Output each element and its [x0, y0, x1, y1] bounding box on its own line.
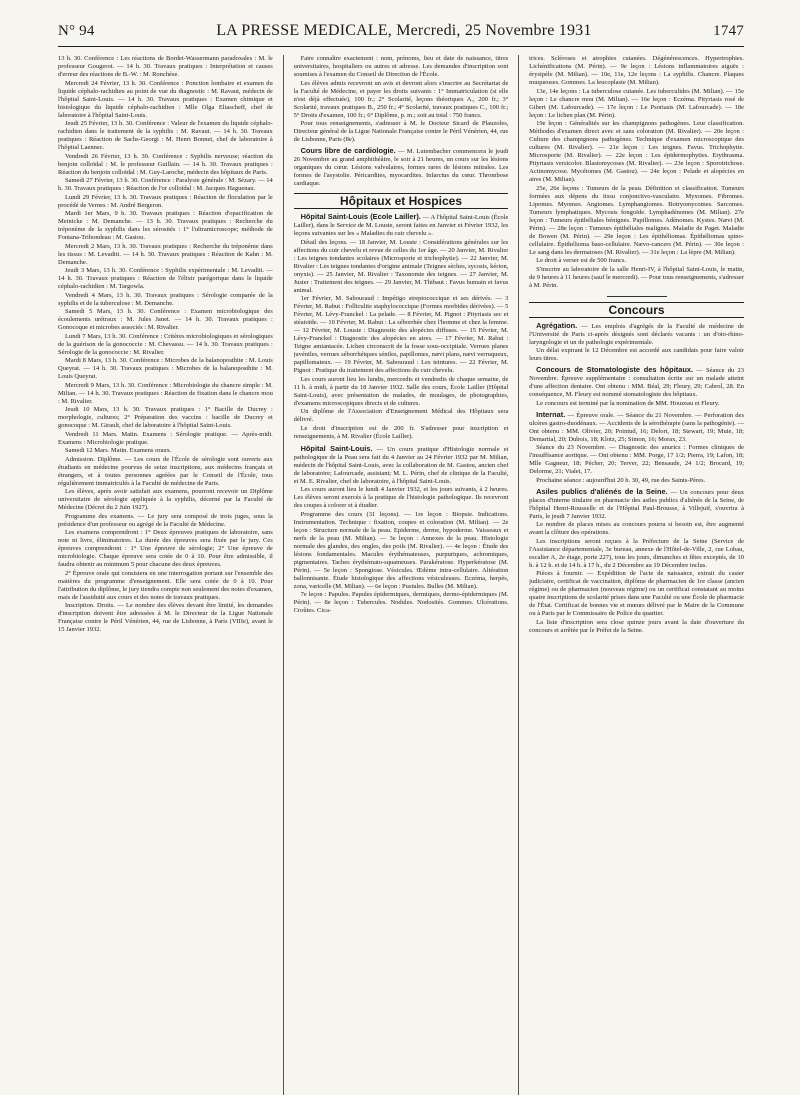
column-1 [58, 55, 273, 1095]
paragraph: Admission. Diplôme. — Les cours de l'École de sérologie sont ouverts aux étudiants en médecine pourvus de seize inscriptions, aux médecins français et étrangers, et à toutes personnes agréées par le Conseil de l'École, tous régulièrement immatriculés à la Faculté de médecine de Paris. [58, 455, 273, 487]
paragraph: Les élèves admis recevront un avis et devront alors s'inscrire au Secrétariat de la Faculté de Médecine, et payer les droits suivants : 1° Immatriculation (si elle n'est déjà effectuée), 100 fr.; 2° Scolarité, leçons théoriques A., 200 fr.; 3° Scolarité, travaux pratiques B., 250 fr.; 4° Scolarité, travaux pratiques C., 100 fr.; 5° Droits d'examen, 100 fr.; 6° Diplôme, p. m.; soit au total : 750 francs. [293, 79, 509, 119]
paragraph: Le droit à verser est de 500 francs. [536, 257, 627, 264]
paragraph: Les élèves, après avoir satisfait aux examens, pourront recevoir un Diplôme universitaire de sérologie appliquée à la syphilis, décerné par la Faculté de Médecine (Décret du 2 Juin 1927). [58, 488, 273, 511]
section-hopitaux-title: Hôpitaux et Hospices [294, 193, 509, 209]
separator [607, 296, 667, 297]
paragraph: Vendredi 4 Mars, 13 h. 30. Travaux pratiques : Sérologie comparée de la syphilis et de la tuberculose : M. Demanche. [58, 291, 273, 307]
column-3 [529, 55, 744, 1095]
paragraph: Samedi 27 Février, 13 h. 30. Conférence : Paralysie générale : M. Sézary. — 14 h. 30. Travaux pratiques : Réaction de l'or colloïdal : M. Jacques Haguenau. [58, 177, 273, 192]
saint-louis-notice [294, 445, 509, 486]
paragraph: La liste d'inscription sera close quinze jours avant la date d'ouverture du concours et arrêtée par le Préfet de la Seine. [529, 618, 744, 634]
internat-notice [529, 411, 744, 444]
page-number: 1747 [713, 23, 744, 39]
agregation-title: Agrégation. [536, 320, 578, 330]
paragraph: Mercredi 2 Mars, 13 h. 30. Travaux pratiques : Recherche du tréponème dans les tissus : M. Levaditi. — 14 h. 30. Travaux pratiques : Réaction de Kahn : M. Demanche. [58, 242, 273, 266]
saint-louis-title: Hôpital Saint-Louis. [300, 443, 373, 453]
paragraph: Le concours est terminé par la nomination de MM. Houzeau et Fleury. [536, 399, 720, 407]
paragraph: 7e leçon : Papules. Papules épidermiques, dermiques, dermo-épidermiques (M. Périn). — 8e leçon : Tubercules. Nodules. Nodosités. Gommes. Ulcérations. Croûtes. Cica- [293, 591, 509, 614]
asiles-title: Asiles publics d'aliénés de la Seine. [536, 486, 668, 496]
paragraph: Programme des cours (31 leçons). — 1re leçon : Biopsie. Indications. Instrumentation. Technique : fixation, coupes et coloration (M. Milian). — 2e leçon : Structure normale de la peau. Epiderme, derme, hypoderme. Vaisseaux et nerfs de la peau (M. Milian). — 3e leçon : Annexes de la peau. Histologie normale des glandes, des ongles, des poils (M. Rivalier). — 4e leçon : Étude des lésions fondamentales. Macules érythémateuses, purpuriques, achromiques, pigmentaires. Taches érythémato-squameuses. Parakératose. Hyperkératose (M. Périn). — 5e leçon : Spongiose. Vésicules. Œdème intra-cellulaire. Altération ballonnisante. Étude histologique des affections vésiculeuses. Eczéma, herpès, zona, varicelle (M. Milian). — 6e leçon : Pustules. Bulles (M. Milian). [293, 510, 509, 590]
paragraph: — A l'hôpital Saint-Louis (École Lailler), dans le Service de M. Louste, seront faites en Janvier et Février 1932, les leçons suivantes sur les « Maladies du cuir chevelu ». [293, 214, 509, 237]
page-header [58, 22, 744, 47]
paragraph: Pour tous renseignements, s'adresser à M. le Docteur Sicard de Plauzoles, Directeur général de la Ligue Nationale Française contre le Péril Vénérien, 44, rue de Lisbonne, Paris (8e). [293, 120, 509, 143]
cardiology-text: — M. Lutembacher commencera le jeudi 26 Novembre au grand amphithéâtre, le soir à 21 heures, un cours sur les lésions organiques du cœur. Lésions valvulaires, formes rares de lésions mitrales. Les formes de l'asystolie. Péricardites, myocardites. Infarctus du cœur. Thrombose cardiaque. [293, 148, 509, 187]
paragraph: Le nombre de places mises au concours pourra si besoin est, être augmenté avant la clôture des opérations. [529, 521, 744, 536]
paragraph: 19e leçon : Généralités sur les champignons pathogènes. Leur classification. Méthodes d'examen direct avec et sans coloration (M. Rivalier). — 20e leçon : Culture des champignons pathogènes. Technique d'examen microscopique des cultures (M. Rivalier). — 21e leçon : Les teignes. Favus. Trichophytie. Microsporie (M. Rivalier). — 22e leçon : Les épidermophyties. Erythrasma. Pityriasis versicolor. Blastomycoses (M. Rivalier). — 23e leçon : Sporotrichose. Actinomycose. Mycétomes (M. Gastou). — 24e leçon : Pelade et alopécies en aires (M. Milian). [529, 120, 744, 183]
paragraph: Pièces à fournir. — Expédition de l'acte de naissance, extrait du casier judiciaire, certificat de vaccination, diplôme de pharmacien de 1re classe (ancien régime) ou de pharmacien (nouveau régime) ou un certificat constatant au moins quatre inscriptions de scolarité prises dans une Faculté ou une École de pharmacie de l'État. Certificat de bonnes vie et mœurs délivré par le Maire de la Commune ou à Paris par le Commissaire de Police du quartier. [529, 570, 744, 617]
paragraph: — Les emplois d'agrégés de la Faculté de médecine de l'Université de Paris ci-après désignés sont déclarés vacants : un d'oto-rhino-laryngologie et un de pathologie expérimentale. [529, 322, 744, 346]
column-divider [283, 55, 284, 1095]
paragraph: 13e, 14e leçons : La tuberculose cutanée. Les tuberculides (M. Milian). — 15e leçon : Le chancre mou (M. Milian). — 16e leçon : Eczéma. Pityriasis rosé de Gibert (M. Lafourcade). — 17e leçon : Le Psoriasis (M. Lafourcade). — 18e leçon : Le lichen plan (M. Périn). [529, 87, 744, 119]
paragraph: Jeudi 25 Février, 13 h. 30. Conférence : Valeur de l'examen du liquide céphalo-rachidien dans le traitement de la syphilis : M. Ravaut. — 14 h. 30. Travaux pratiques : Réaction de Sachs-Georgi : M. Henri Bonnet, chef de laboratoire à l'hôpital Laennec. [58, 120, 273, 151]
paragraph: Jeudi 3 Mars, 13 h. 30. Conférence : Syphilis expérimentale : M. Levaditi. — 14 h. 30. Travaux pratiques : Réaction de l'élixir parégorique dans le liquide céphalo-rachidien : M. Targowla. [58, 267, 273, 290]
paragraph: 1er Février, M. Sabouraud : Impétigo streptococcique et ses dérivés. — 3 Février, M. Rabut : Folliculite staphylococcique (Formes morbides dérivées). — 5 Février, M. Lévy-Franckel : La pelade. — 8 Février, M. Pignot : Pityriasis sec et stéatoïde. — 10 Février, M. Rabut : La séborrhée chez l'homme et chez la femme. — 12 Février, M. Louste : Diagnostic des alopécies diffuses. — 15 Février, M. Lévy-Franckel : Diagnostic des alopécies en aires. — 17 Février, M. Rabut : Teigne amiantacée. Lichen circonscrit de la fosse sous-occipitale. Verrues planes juvéniles, verrues séborrhéiques séniles, papillomes, nævi plans, nævi verruqueux, papillomateux. — 19 Février, M. Sabouraud : Les teintures. — 22 Février, M. Pignot : Pratique du traitement des affections du cuir chevelu. [293, 295, 509, 374]
paragraph: Lundi 29 Février, 13 h. 30. Travaux pratiques : Réaction de floculation par le procédé de Vernes : M. André Bergeron. [58, 193, 273, 209]
paragraph: Programme des examens. — Le jury sera composé de trois juges, sous la présidence d'un professeur ou agrégé de la Faculté de Médecine. [58, 512, 273, 528]
paragraph: Le droit d'inscription est de 200 fr. S'adresser pour inscription et renseignements, à M. Rivalier (École Lailler). [293, 424, 509, 440]
paragraph: — Un cours pratique d'Histologie normale et pathologique de la Peau sera fait du 4 Janvier au 24 Février 1932 par M. Milian, médecin de l'hôpital Saint-Louis, avec la collaboration de M. Gastou, ancien chef de laboratoire; Lafourcade, assistant; M. L. Périn, chef de clinique de la Faculté, et M. E. Rivalier, chef de laboratoire, à l'hôpital Saint-Louis. [293, 445, 509, 485]
paragraph: Séance du 23 Novembre. — Diagnostic des anurics : Formes cliniques de l'insuffisance aortique. — Ont obtenu : MM. Porge, 17 1/2; Pierra, 19; Lafon, 18; Mlle Gagneur, 18; Pécher, 20; Terver, 22; Bensaude, 24 1/2; Brocard, 19; Delorme, 21; Vialet, 17. [529, 444, 744, 475]
paragraph: Mercredi 9 Mars, 13 h. 30. Conférence : Microbiologie du chancre simple : M. Milian. — 14 h. 30. Travaux pratiques : Réaction de fixation dans le chancre mou : M. Rivalier. [58, 381, 273, 405]
agregation-notice [529, 322, 744, 347]
paragraph: Un délai expirant le 12 Décembre est accordé aux candidats pour faire valoir leurs titres. [529, 347, 744, 362]
paragraph: Un diplôme de l'Association d'Enseignement Médical des Hôpitaux sera délivré. [293, 408, 509, 423]
paragraph: Lundi 7 Mars, 13 h. 30. Conférence : Critères microbiologiques et sérologiques de la guérison de la gonococcie : M. Chevassu. — 14 h. 30. Travaux pratiques : Sérologie de la gonococcie : M. Rivalier. [58, 332, 273, 356]
paragraph: Mardi 8 Mars, 13 h. 30. Conférence : Microbes de la balanoposthite : M. Louis Queyrat. — 14 h. 30. Travaux pratiques : Microbes de la balanoposthite : M. Louis Queyrat. [58, 357, 273, 380]
cardiology-notice [294, 147, 509, 188]
paragraph: Les inscriptions seront reçues à la Préfecture de la Seine (Service de l'Assistance départementale, 3e bureau, annexe de l'Hôtel-de-Ville, 2, rue Lobau, escalier A, 2e étage, porte 227), tous les jours, dimanches et fêtes exceptés, de 10 h. à 12 h. et de 14 h. à 17 h., du 2 Décembre au 19 Décembre inclus. [529, 537, 744, 569]
issue-number: N° 94 [58, 23, 95, 39]
paragraph: Faire connaître exactement : nom, prénoms, lieu et date de naissance, titres universitaires, hospitaliers ou autres et adresse. Les demandes d'inscription sont soumises à l'examen du Conseil de Direction de l'École. [293, 55, 509, 78]
column-divider [518, 55, 519, 1095]
paragraph: Inscription. Droits. — Le nombre des élèves devant être limité, les demandes d'inscription doivent être adressées à M. le Directeur de la Ligue Nationale Française contre le Péril Vénérien, 44, rue de Lisbonne, à Paris (VIIIe), avant le 15 Janvier 1932. [58, 602, 273, 633]
saint-louis-lailler-notice [294, 213, 509, 238]
paragraph: Jeudi 10 Mars, 13 h. 30. Travaux pratiques : 1° Bacille de Ducrey : morphologie, cultures; 2° Préparation des vaccins : bacille de Ducrey et gonocoque : M. Girault, chef de laboratoire à l'hôpital Saint-Louis. [58, 406, 273, 429]
paragraph: — Un concours pour deux places d'interne titulaire en pharmacie des asiles publics d'aliénés de la Seine, de l'hôpital Henri-Rousselle et de l'Hôpital Paul-Brousse, à Villejuif, s'ouvrira à Paris, le jeudi 7 Janvier 1932. [529, 488, 744, 520]
paragraph: S'inscrire au laboratoire de la salle Henri-IV, à l'hôpital Saint-Louis, le matin, de 9 heures à 11 heures (sauf le mercredi). — Pour tous renseignements, s'adresser à M. Périn. [529, 265, 744, 289]
cardiology-title: Cours libre de cardiologie. [300, 146, 396, 155]
paragraph: 25e, 26e leçons : Tumeurs de la peau. Définition et classification. Tumeurs formées aux dépens du tissu conjonctivo-vasculaire. Myxomes. Fibromes. Lipomes. Myomes. Angiomes. Lymphangiomes. Botryomycomes. Sarcomes. Tumeurs lymphatiques. Mycosis fongoïde. Lymphadénomes (M. Milian). 27e leçon : Tumeurs épithéliales bénignes. Papillomes. Adénomes. Kystes. Nævi (M. Périn). — 28e leçon : Tumeurs épithéliales malignes. Maladie de Paget. Maladie de Bowen (M. Périn). — 29e leçon : Les épithéliomas. Épithéliomas spino-cellulaire. Épithélioma baso-cellulaire. Nævo-cancers (M. Périn). — 30e leçon : Le sang dans les dermatoses (M. Rivalier). — 31e leçon : La lèpre (M. Milian). [529, 184, 744, 256]
paragraph: 13 h. 30. Conférence : Les réactions de Bordet-Wassermann paradoxales : M. le professeur Gougerot. — 14 h. 30. Travaux pratiques : Interprétation et causes d'erreur des réactions de B.-W. : M. Ronchèse. [58, 55, 273, 78]
paragraph: Les cours auront lieu les lundis, mercredis et vendredis de chaque semaine, de 11 h. à midi, à partir du 18 Janvier 1932. Salle des cours, École Lailler (Hôpital Saint-Louis), avec présentation de malades, de moulages, de photographies, d'examens microscopiques directs et de cultures. [293, 375, 509, 407]
paragraph: Vendredi 11 Mars. Matin. Examens : Sérologie pratique. — Après-midi. Examens : Microbiologie pratique. [58, 430, 273, 446]
paragraph: Samedi 12 Mars. Matin. Examens oraux. [65, 447, 172, 454]
stomato-title: Concours de Stomatologiste des hôpitaux. [536, 365, 694, 374]
paragraph: — Séance du 23 Novembre. Épreuve supplémentaire : consultation écrite sur un malade atteint d'une affection dentaire. Ont obtenu : MM. Béal, 29; Fleury, 29; Cabrol, 28. En conséquence, M. Fleury est nommé stomatologiste des hôpitaux. [529, 367, 744, 398]
paragraph: Samedi 5 Mars, 13 h. 30. Conférence : Examen microbiologique des écoulements urétraux : M. Jules Janet. — 14 h. 30. Travaux pratiques : Gonocoque et microbes associés : M. Rivalier. [58, 308, 273, 331]
paragraph: Les cours auront lieu le lundi 4 Janvier 1932, et les jours suivants, à 2 heures. Les élèves seront exercés à la pratique de l'histologie pathologique. Ils recevront des coupes à colorer et à étudier. [293, 486, 509, 509]
saint-louis-lailler-title: Hôpital Saint-Louis (Ecole Lailler). [300, 212, 421, 221]
paragraph: — Épreuve orale. — Séance du 21 Novembre. — Perforation des ulcères gastro-duodénaux. — Accidents de la sérothérapie (sans la pathogénie). — Ont obtenu : MM. Olivier, 20; Pointud, 16; Delort, 18; Stewart, 19; Muie, 18; Demartial, 20; Dubois, 18; Klotz, 25; Simon, 16; Morax, 23. [529, 411, 744, 443]
paragraph: Prochaine séance : aujourd'hui 20 h. 30, 49, rue des Saints-Pères. [536, 476, 706, 484]
masthead-title: LA PRESSE MEDICALE, Mercredi, 25 Novembre 1931 [216, 22, 592, 39]
asiles-notice [529, 488, 744, 521]
paragraph: Détail des leçons. — 18 Janvier, M. Louste : Considérations générales sur les affections du cuir chevelu et revue de celles du 1er âge. — 20 Janvier, M. Rivalier : Les teignes tondantes scolaires (Microsporie et trichophytie). — 22 Janvier, M. Rivalier : Les teignes tondantes d'origine animale (Teignes sèches, sycosis, kérion, onyxis). — 25 Janvier, M. Rivalier : Taxonomie des teignes. — 27 Janvier, M. Juster : Traitement des teignes. — 29 Janvier, M. Thibaut : Favus humain et favus animal. [293, 238, 509, 294]
column-2 [294, 55, 509, 1095]
stomato-notice [529, 366, 744, 399]
internat-title: Internat. [536, 409, 566, 419]
paragraph: Les examens comprendront : 1° Deux épreuves pratiques de laboratoire, sans note ni livre, éliminatoires. La durée des épreuves sera fixée par le jury. Ces épreuves comprendront : 1° Une épreuve de sérologie; 2° Une épreuve de microbiologie. Chaque épreuve sera cotée de 0 à 10. Pour être admissible, il faudra obtenir au minimum 5 pour chacune des deux épreuves. [58, 529, 273, 568]
paragraph: Mardi 1er Mars, 9 h. 30. Travaux pratiques : Réaction d'opacification de Meinicke : M. Demanche. — 13 h. 30. Travaux pratiques : Recherche du tréponème de la syphilis dans les sérosités : 1° l'ultramicroscope; méthode de Fontana-Tribondeau : M. Gastou. [58, 210, 273, 241]
paragraph: Vendredi 26 Février, 13 h. 30. Conférence : Syphilis nerveuse; réaction du benjoin colloïdal : M. le professeur Guillain. — 14 h. 30. Travaux pratiques : Réaction du benjoin colloïdal : M. Guy-Laroche, médecin des hôpitaux de Paris. [58, 152, 273, 176]
paragraph: 2° Épreuve orale qui consistera en une interrogation portant sur l'ensemble des matières du programme d'enseignement. Elle sera cotée de 0 à 10. Pour l'attribution du diplôme, le jury tiendra compte non seulement des notes d'examen, mais de l'assiduité aux cours et des notes de travaux pratiques. [58, 569, 273, 601]
paragraph: trices. Scléroses et atrophies cutanées. Dégénérescences. Hypertrophies. Lichénifications (M. Périn). — 9e leçon : Lésions inflammatoires aiguës : érysipèle (M. Milian). — 10e, 11e, 12e leçons : La syphilis. Chancre. Plaques muqueuses. Gommes. La leucoplasie (M. Milian). [529, 55, 744, 86]
paragraph: Mercredi 24 Février, 13 h. 30. Conférence : Ponction lombaire et examen du liquide céphalo-rachidien au point de vue du diagnostic : M. Ravaut, médecin de l'hôpital Saint-Louis. — 14 h. 30. Travaux pratiques : Examen chimique et histologique du liquide céphalo-rachidien : Mlle Olga Eliascheff, chef de laboratoire à l'hôpital Saint-Louis. [58, 79, 273, 119]
section-concours-title: Concours [529, 302, 744, 318]
